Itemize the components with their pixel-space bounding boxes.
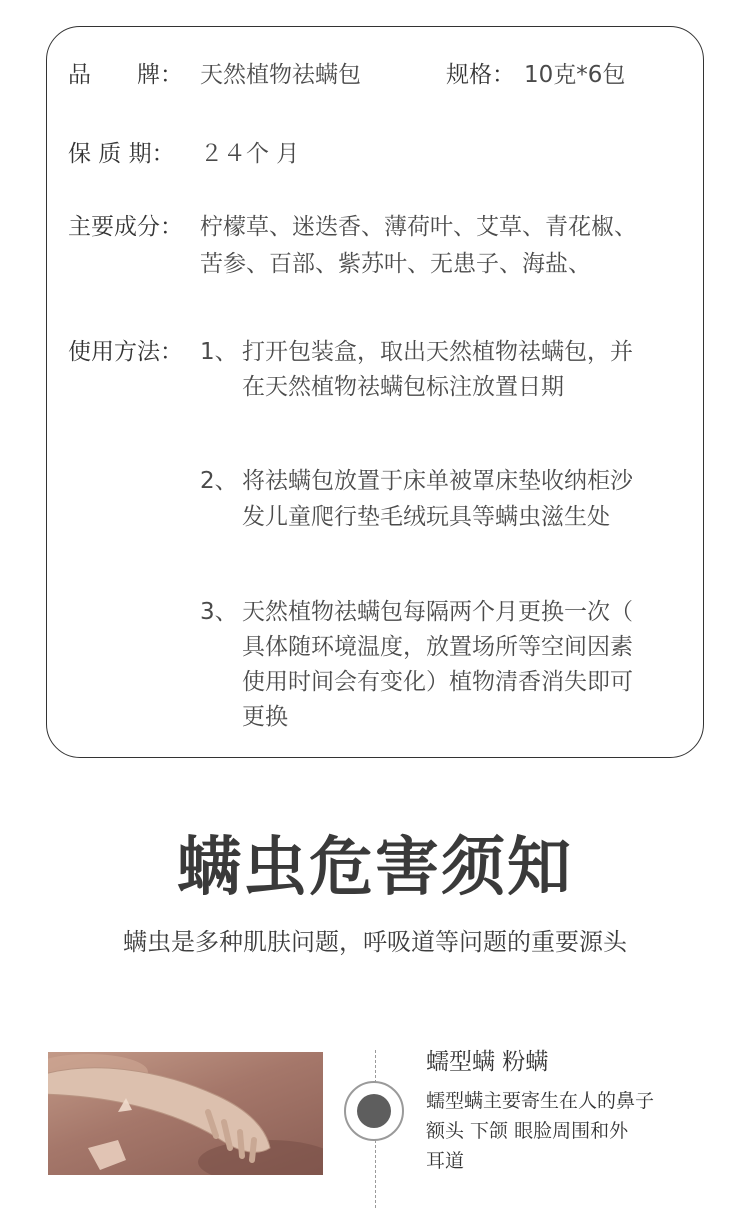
usage-step-number: 1、 [200,339,238,365]
mite-description-line: 耳道 [426,1150,465,1172]
usage-step-line: 更换 [242,704,288,730]
timeline-marker-dot [357,1094,391,1128]
usage-step-line: 在天然植物祛螨包标注放置日期 [242,374,564,400]
usage-step-line: 使用时间会有变化）植物清香消失即可 [242,669,633,695]
brand-label: 品 牌： [68,62,183,88]
mite-type-title: 蠕型螨 粉螨 [426,1049,549,1075]
ingredients-line: 苦参、百部、紫苏叶、无患子、海盐、 [200,251,591,277]
usage-step-line: 天然植物祛螨包每隔两个月更换一次（ [242,599,633,625]
usage-step-number: 2、 [200,468,238,494]
mite-microscope-photo [48,1052,323,1175]
usage-step-line: 将祛螨包放置于床单被罩床垫收纳柜沙 [242,468,633,494]
mite-description-line: 额头 下颌 眼脸周围和外 [426,1120,629,1142]
usage-label: 使用方法： [68,339,183,365]
hazard-subtitle: 螨虫是多种肌肤问题，呼吸道等问题的重要源头 [123,928,627,956]
usage-step-line: 发儿童爬行垫毛绒玩具等螨虫滋生处 [242,504,610,530]
mite-description-line: 蠕型螨主要寄生在人的鼻子 [426,1090,655,1112]
usage-step-line: 具体随环境温度，放置场所等空间因素 [242,634,633,660]
spec-label: 规格： [446,62,515,88]
brand-value: 天然植物祛螨包 [200,62,361,88]
usage-step-line: 打开包装盒，取出天然植物祛螨包，并 [242,339,633,365]
usage-step-number: 3、 [200,599,238,625]
hazard-title: 螨虫危害须知 [177,831,573,905]
spec-value: 10克*6包 [524,62,626,88]
shelf-life-label: 保 质 期： [68,141,175,167]
mite-illustration [48,1052,323,1175]
ingredients-label: 主要成分： [68,214,183,240]
shelf-life-value: ２４个 月 [200,141,300,167]
ingredients-line: 柠檬草、迷迭香、薄荷叶、艾草、青花椒、 [200,214,637,240]
